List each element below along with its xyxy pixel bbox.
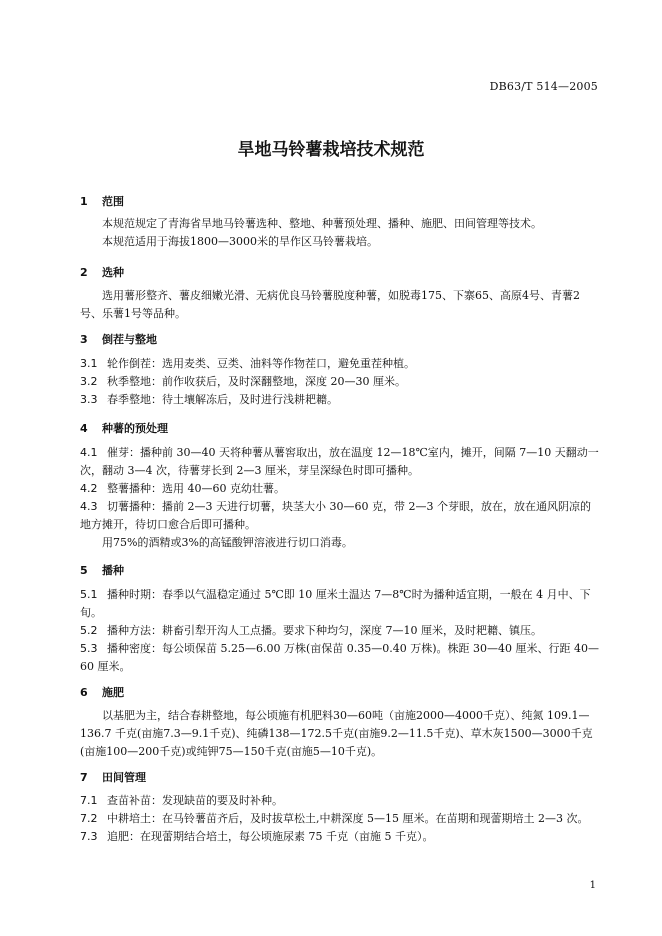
clause-4-3: 4.3 切薯播种：播前 2—3 天进行切薯，块茎大小 30—60 克，带 2—3 个芽眼，放在，放在通风阴凉的地方摊开，待切口愈合后即可播种。 xyxy=(80,500,591,531)
clause-7-2: 7.2 中耕培土：在马铃薯苗齐后，及时拔草松土,中耕深度 5—15 厘米。在苗期和现蕾期培土 2—3 次。 xyxy=(80,812,589,825)
section-2-heading: 2 选种 xyxy=(80,266,124,279)
document-title: 旱地马铃薯栽培技术规范 xyxy=(237,140,425,160)
clause-3-1: 3.1 轮作倒茬：选用麦类、豆类、油料等作物茬口，避免重茬种植。 xyxy=(80,357,415,370)
clause-5-1: 5.1 播种时期：春季以气温稳定通过 5℃即 10 厘米土温达 7—8℃时为播种适宜期，一般在 4 月中、下旬。 xyxy=(80,588,591,619)
section-2-paragraph: 选用薯形整齐、薯皮细嫩光滑、无病优良马铃薯脱度种薯，如脱毒175、下寨65、高原4号、青薯2号、乐薯1号等品种。 xyxy=(80,289,580,320)
section-1-heading: 1 范围 xyxy=(80,195,124,208)
clause-3-2: 3.2 秋季整地：前作收获后，及时深翻整地，深度 20—30 厘米。 xyxy=(80,375,406,388)
clause-3-3: 3.3 春季整地：待土壤解冻后，及时进行浅耕耙耱。 xyxy=(80,393,338,406)
clause-7-3: 7.3 追肥：在现蕾期结合培土，每公顷施尿素 75 千克（亩施 5 千克）。 xyxy=(80,830,434,843)
section-3-heading: 3 倒茬与整地 xyxy=(80,333,157,346)
section-1-applicability-paragraph: 本规范适用于海拔1800—3000米的旱作区马铃薯栽培。 xyxy=(102,235,378,248)
standard-code: DB63/T 514—2005 xyxy=(489,80,598,93)
section-1-scope-paragraph: 本规范规定了青海省旱地马铃薯选种、整地、种薯预处理、播种、施肥、田间管理等技术。 xyxy=(102,217,542,230)
section-5-heading: 5 播种 xyxy=(80,564,124,577)
clause-4-1: 4.1 催芽：播种前 30—40 天将种薯从薯窖取出，放在温度 12—18℃室内，摊开，间隔 7—10 天翻动一次，翻动 3—4 次，待薯芽长到 2—3 厘米，芽呈深绿色时即可播种。 xyxy=(80,446,599,477)
section-7-heading: 7 田间管理 xyxy=(80,771,146,784)
clause-7-1: 7.1 查苗补苗：发现缺苗的要及时补种。 xyxy=(80,794,283,807)
clause-5-2: 5.2 播种方法：耕畜引犁开沟人工点播。要求下种均匀，深度 7—10 厘米，及时耙耱、镇压。 xyxy=(80,624,542,637)
clause-4-2: 4.2 整薯播种：选用 40—60 克幼壮薯。 xyxy=(80,482,285,495)
page-number: 1 xyxy=(589,880,596,891)
section-4-heading: 4 种薯的预处理 xyxy=(80,422,168,435)
section-4-disinfection-paragraph: 用75%的酒精或3%的高锰酸钾溶液进行切口消毒。 xyxy=(102,536,353,549)
clause-5-3: 5.3 播种密度：每公顷保苗 5.25—6.00 万株(亩保苗 0.35—0.40 万株)。株距 30—40 厘米、行距 40—60 厘米。 xyxy=(80,642,600,673)
section-6-paragraph: 以基肥为主，结合春耕整地，每公顷施有机肥料30—60吨（亩施2000—4000千克）、纯氮 109.1—136.7 千克(亩施7.3—9.1千克)、纯磷138—172.5千克(亩施9.2—11.5千克)、草木灰1500—3000千克(亩施100—200千克)或纯钾75—150千克(亩施5—10千克)。 xyxy=(80,709,593,758)
section-6-heading: 6 施肥 xyxy=(80,686,124,699)
